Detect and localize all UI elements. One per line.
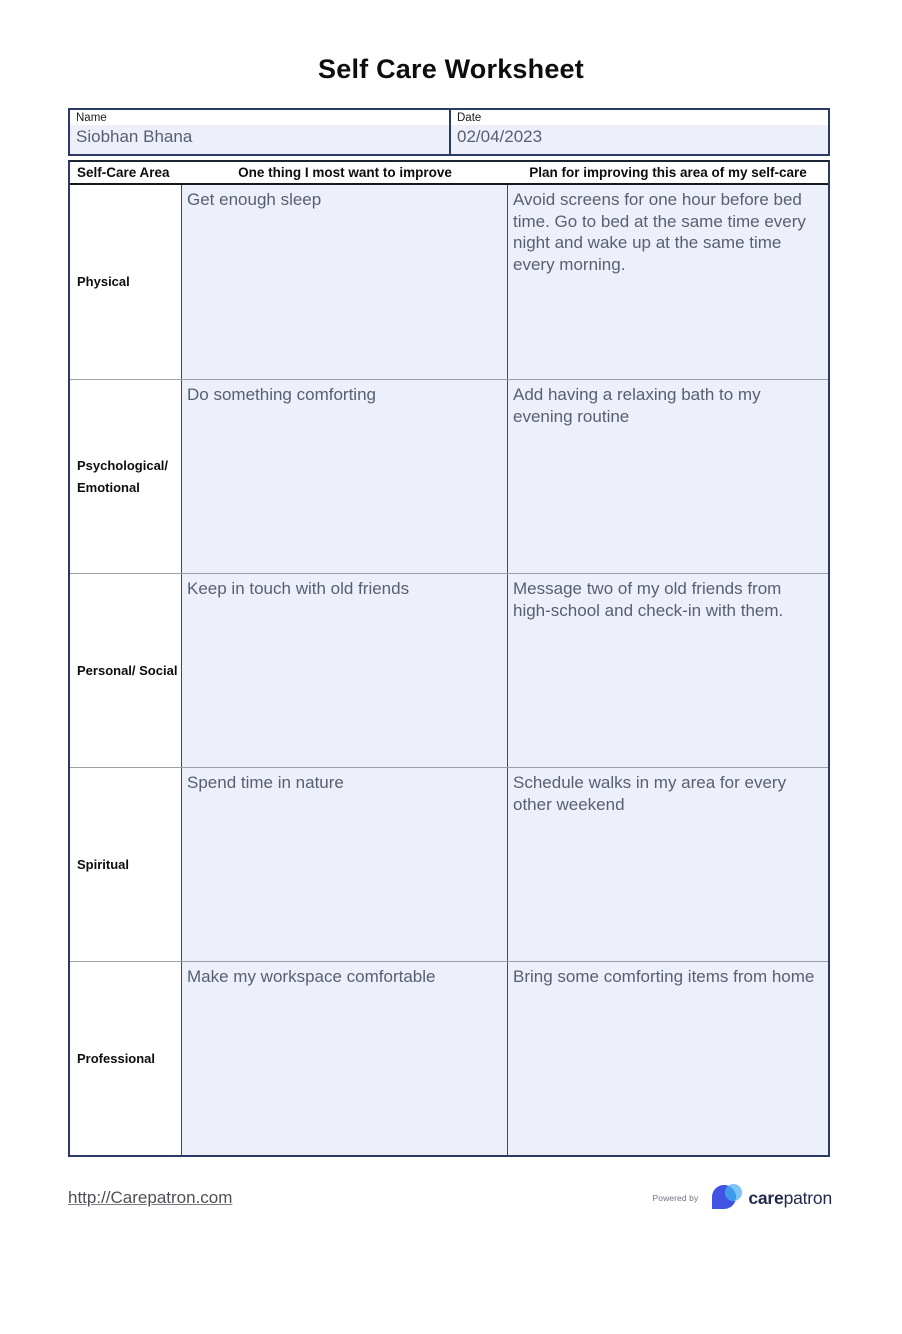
plan-field[interactable]: Message two of my old friends from high-school and check-in with them. bbox=[508, 574, 828, 767]
carepatron-wordmark: carepatron bbox=[748, 1187, 832, 1208]
carepatron-logo-icon bbox=[709, 1183, 743, 1213]
table-row-personal bbox=[70, 573, 828, 767]
header-improve: One thing I most want to improve bbox=[238, 165, 452, 180]
improve-field[interactable]: Do something comforting bbox=[182, 380, 508, 573]
plan-field[interactable]: Bring some comforting items from home bbox=[508, 962, 828, 1155]
date-field[interactable]: 02/04/2023 bbox=[451, 125, 828, 154]
name-cell bbox=[70, 110, 449, 154]
plan-field[interactable]: Schedule walks in my area for every other weekend bbox=[508, 768, 828, 961]
improve-field[interactable]: Make my workspace comfortable bbox=[182, 962, 508, 1155]
worksheet-page bbox=[0, 54, 902, 1334]
date-cell bbox=[449, 110, 828, 154]
table-row-professional bbox=[70, 961, 828, 1155]
improve-field[interactable]: Spend time in nature bbox=[182, 768, 508, 961]
table-row-spiritual bbox=[70, 767, 828, 961]
plan-field[interactable]: Add having a relaxing bath to my evening routine bbox=[508, 380, 828, 573]
table-header-row bbox=[70, 162, 828, 185]
self-care-table bbox=[68, 160, 830, 1157]
improve-field[interactable]: Get enough sleep bbox=[182, 185, 508, 379]
name-date-table bbox=[68, 108, 830, 156]
area-label: Psychological/ Emotional bbox=[70, 380, 182, 573]
powered-by-label: Powered by bbox=[652, 1193, 699, 1203]
table-row-physical bbox=[70, 185, 828, 379]
area-label: Professional bbox=[70, 962, 182, 1155]
carepatron-brand bbox=[652, 1183, 832, 1213]
area-label: Spiritual bbox=[70, 768, 182, 961]
plan-field[interactable]: Avoid screens for one hour before bed time. Go to bed at the same time every night and wake up at the same time every morning. bbox=[508, 185, 828, 379]
carepatron-link[interactable]: http://Carepatron.com bbox=[68, 1188, 233, 1207]
table-row-psychological bbox=[70, 379, 828, 573]
header-self-care-area: Self-Care Area bbox=[77, 165, 170, 180]
area-label: Personal/ Social bbox=[70, 574, 182, 767]
area-label: Physical bbox=[70, 185, 182, 379]
footer bbox=[68, 1183, 832, 1213]
page-title: Self Care Worksheet bbox=[318, 54, 584, 84]
header-plan: Plan for improving this area of my self-care bbox=[529, 165, 807, 180]
date-label: Date bbox=[451, 110, 828, 125]
name-field[interactable]: Siobhan Bhana bbox=[70, 125, 449, 154]
name-label: Name bbox=[70, 110, 449, 125]
improve-field[interactable]: Keep in touch with old friends bbox=[182, 574, 508, 767]
